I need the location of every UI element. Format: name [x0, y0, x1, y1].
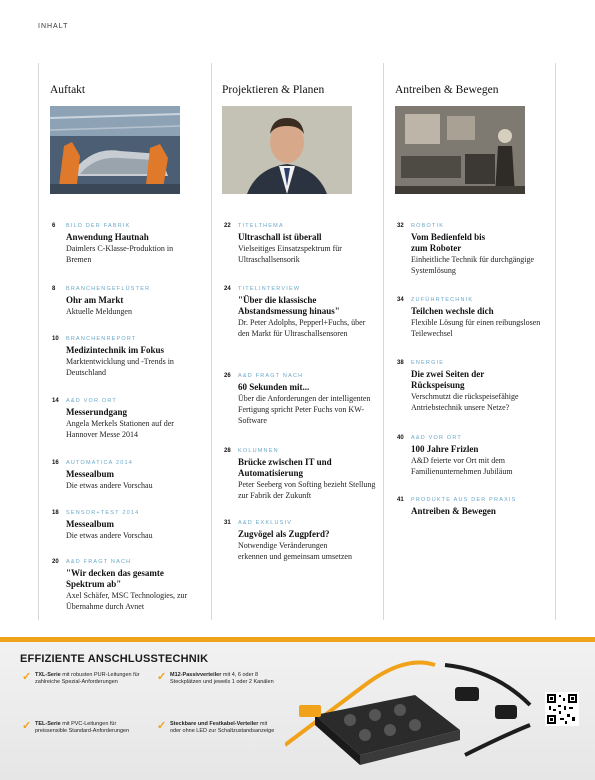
entry-title: Messealbum	[66, 519, 114, 529]
entry-description: Einheitliche Technik für durchgängige Systemlösung	[411, 255, 535, 275]
page-number: 28	[224, 448, 231, 454]
entry-description: Dr. Peter Adolphs, Pepperl+Fuchs, über den Markt für Ultraschallsensoren	[238, 318, 366, 338]
entry-category: TITELTHEMA	[238, 223, 284, 229]
toc-entry[interactable]	[224, 223, 388, 265]
page-number: 34	[397, 297, 404, 303]
toc-entry[interactable]	[52, 286, 216, 317]
entry-description: Angela Merkels Stationen auf der Hannover Messe 2014	[66, 419, 174, 439]
toc-entry[interactable]	[52, 460, 216, 491]
entry-description: Über die Anforderungen der intelligenten Fertigung spricht Peter Fuchs von KW-Software	[238, 394, 371, 425]
toc-column-antreiben	[395, 84, 525, 194]
page-number: 32	[397, 223, 404, 229]
ad-bullet	[155, 721, 275, 735]
toc-entry[interactable]	[52, 398, 216, 440]
entry-category: ZUFÜHRTECHNIK	[411, 297, 474, 303]
entry-description: Axel Schäfer, MSC Technologies, zur Übernahme durch Avnet	[66, 591, 188, 611]
entry-description: Verschmutzt die rückspeisefähige Antriebstechnik unsere Netze?	[411, 392, 519, 412]
qr-code-icon[interactable]	[545, 692, 579, 726]
entry-category: A&D VOR ORT	[66, 398, 117, 404]
toc-entry[interactable]	[397, 360, 561, 413]
entry-title: "Über die klassische Abstandsmessung hinaus"	[238, 295, 340, 316]
entry-title: Vom Bedienfeld bis zum Roboter	[411, 232, 486, 253]
toc-entry[interactable]	[52, 223, 216, 265]
entry-description: Daimlers C-Klasse-Produktion in Bremen	[66, 244, 174, 264]
entry-title: Die zwei Seiten der Rückspeisung	[411, 369, 485, 390]
entry-category: SENSOR+TEST 2014	[66, 510, 140, 516]
entry-title: "Wir decken das gesamte Spektrum ab"	[66, 568, 164, 589]
entry-title: Teilchen wechsle dich	[411, 306, 494, 316]
checkmark-icon: ✓	[157, 671, 167, 683]
toc-entry[interactable]	[397, 223, 561, 276]
entry-title: 100 Jahre Frizlen	[411, 444, 479, 454]
bullet-text: mit robusten PUR-Leitungen für zahlreiche Spezial-Anforderungen	[35, 672, 140, 685]
toc-column-auftakt	[50, 84, 180, 194]
entry-category: TITELINTERVIEW	[238, 286, 301, 292]
bullet-text: mit oder ohne LED zur Schaltzustandsanzeige	[170, 721, 275, 734]
toc-entry[interactable]	[397, 497, 561, 517]
checkmark-icon: ✓	[157, 720, 167, 732]
entry-title: Antreiben & Bewegen	[411, 506, 496, 516]
advertisement-banner[interactable]	[0, 637, 595, 780]
toc-entry[interactable]	[224, 520, 388, 562]
page-number: 14	[52, 398, 59, 404]
connector-product-image	[285, 645, 535, 780]
page-number: 40	[397, 435, 404, 441]
page-number: 41	[397, 497, 404, 503]
bullet-bold: TEL-Serie	[35, 721, 61, 727]
entry-description: Flexible Lösung für einen reibungslosen Teilewechsel	[411, 318, 541, 338]
entry-category: A&D FRAGT NACH	[66, 559, 132, 565]
ad-accent-bar	[0, 637, 595, 642]
toc-column-projektieren	[222, 84, 352, 194]
ad-bullet	[20, 672, 140, 686]
toc-entry[interactable]	[397, 435, 561, 477]
checkmark-icon: ✓	[22, 720, 32, 732]
entry-title: 60 Sekunden mit...	[238, 382, 310, 392]
page-number: 22	[224, 223, 231, 229]
historic-workshop-photo	[395, 106, 525, 194]
entry-title: Medizintechnik im Fokus	[66, 345, 165, 355]
checkmark-icon: ✓	[22, 671, 32, 683]
entry-description: Die etwas andere Vorschau	[66, 531, 153, 540]
entry-category: ROBOTIK	[411, 223, 445, 229]
page-number: 31	[224, 520, 231, 526]
column-divider	[555, 63, 556, 620]
bullet-bold: M12-Passivverteiler	[170, 672, 222, 678]
page-label: INHALT	[38, 23, 69, 30]
entry-description: Marktentwicklung und -Trends in Deutschland	[66, 357, 174, 377]
entry-description: Aktuelle Meldungen	[66, 307, 132, 316]
entry-description: Die etwas andere Vorschau	[66, 481, 153, 490]
page-number: 38	[397, 360, 404, 366]
factory-robots-photo	[50, 106, 180, 194]
ad-bullet	[20, 721, 140, 735]
toc-entry[interactable]	[52, 336, 216, 378]
ad-headline: EFFIZIENTE ANSCHLUSSTECHNIK	[20, 653, 209, 665]
entry-category: BILD DER FABRIK	[66, 223, 131, 229]
entry-title: Anwendung Hautnah	[66, 232, 149, 242]
page-number: 20	[52, 559, 59, 565]
ad-bullet	[155, 672, 275, 686]
entry-title: Messerundgang	[66, 407, 128, 417]
entry-category: BRANCHENREPORT	[66, 336, 137, 342]
entry-category: A&D VOR ORT	[411, 435, 462, 441]
toc-entry[interactable]	[224, 448, 388, 501]
entry-category: A&D EXKLUSIV	[238, 520, 293, 526]
column-title: Antreiben & Bewegen	[395, 84, 499, 96]
page-number: 24	[224, 286, 231, 292]
entry-category: PRODUKTE AUS DER PRAXIS	[411, 497, 517, 503]
page-number: 10	[52, 336, 59, 342]
toc-entry[interactable]	[52, 510, 216, 541]
column-title: Auftakt	[50, 84, 86, 96]
entry-category: A&D FRAGT NACH	[238, 373, 304, 379]
portrait-photo	[222, 106, 352, 194]
entry-title: Brücke zwischen IT und Automatisierung	[238, 457, 332, 478]
entry-description: A&D feierte vor Ort mit dem Familienunternehmen Jubiläum	[411, 456, 513, 476]
toc-entry[interactable]	[224, 286, 388, 339]
bullet-bold: TXL-Serie	[35, 672, 61, 678]
entry-title: Zugvögel als Zugpferd?	[238, 529, 330, 539]
entry-category: BRANCHENGEFLÜSTER	[66, 286, 151, 292]
entry-description: Peter Seeberg von Softing bezieht Stellung zur Fabrik der Zukunft	[238, 480, 376, 500]
page-number: 18	[52, 510, 59, 516]
page-number: 16	[52, 460, 59, 466]
entry-category: ENERGIE	[411, 360, 445, 366]
page-number: 8	[52, 286, 56, 292]
bullet-bold: Steckbare und Festkabel-Verteiler	[170, 721, 259, 727]
page-number: 6	[52, 223, 56, 229]
entry-title: Ultraschall ist überall	[238, 232, 322, 242]
entry-category: KOLUMNEN	[238, 448, 279, 454]
column-title: Projektieren & Planen	[222, 84, 325, 96]
bullet-text: mit 4, 6 oder 8 Steckplätzen und jeweils 1 oder 2 Kanälen	[170, 672, 274, 685]
page-number: 26	[224, 373, 231, 379]
entry-description: Vielseitiges Einsatzspektrum für Ultraschallsensorik	[238, 244, 342, 264]
toc-entry[interactable]	[52, 559, 216, 612]
entry-title: Ohr am Markt	[66, 295, 124, 305]
toc-entry[interactable]	[224, 373, 388, 426]
toc-entry[interactable]	[397, 297, 561, 339]
entry-description: Notwendige Veränderungen erkennen und gemeinsam umsetzen	[238, 541, 352, 561]
column-divider	[38, 63, 39, 620]
bullet-text: mit PVC-Leitungen für preissensible Standard-Anforderungen	[35, 721, 130, 734]
entry-title: Messealbum	[66, 469, 114, 479]
entry-category: AUTOMATICA 2014	[66, 460, 134, 466]
